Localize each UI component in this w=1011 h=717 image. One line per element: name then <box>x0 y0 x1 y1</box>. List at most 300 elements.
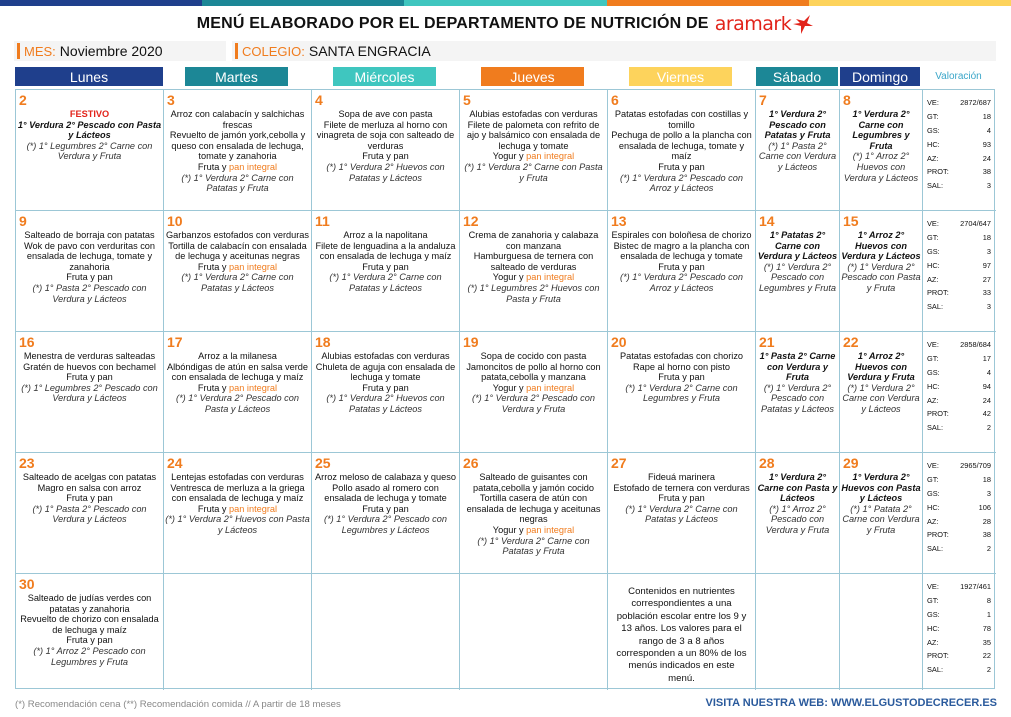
day-cell <box>460 453 608 574</box>
menu-line: Pechuga de pollo a la plancha con ensalada de lechuga, tomate y maíz <box>611 130 752 162</box>
dinner-recommendation: (*) 1° Legumbres 2° Carne con Verdura y Fruta <box>26 140 153 162</box>
nutrient-row <box>927 663 991 677</box>
dinner-recommendation: (*) 1° Pasta 2° Pescado con Verdura y Lácteos <box>32 503 147 525</box>
nutrient-value: 78 <box>982 623 991 633</box>
header <box>0 10 1011 38</box>
menu-line: Fruta y pan integral <box>197 382 278 393</box>
nutrient-note: Contenidos en nutrientes correspondientes a una población escolar entre los 9 y 13 años. Los valores para el rango de 3 a 8 años corresponden a un 80% de los menús indicados en este menú. <box>616 586 747 684</box>
day-number: 10 <box>167 213 183 229</box>
footer-note: (*) Recomendación cena (**) Recomendación comida // A partir de 18 meses <box>15 699 341 710</box>
menu-text <box>17 230 162 304</box>
nutrient-value: 22 <box>982 651 991 661</box>
menu-line: Fruta y pan <box>658 493 705 504</box>
mes-field: MES: Noviembre 2020 <box>14 41 226 61</box>
nutrient-label: VE: <box>927 582 939 592</box>
day-cell <box>16 90 164 211</box>
dinner-recommendation: (*) 1° Verdura 2° Pescado con Verdura y Fruta <box>472 393 595 414</box>
nutrient-value: 3 <box>986 246 991 256</box>
menu-line: Fruta y pan <box>362 151 409 162</box>
nutrient-row <box>927 96 991 110</box>
nutrient-value: 24 <box>982 153 991 163</box>
day-number: 25 <box>315 455 331 471</box>
nutrient-label: GS: <box>927 488 940 498</box>
dinner-recommendation: (*) 1° Verdura 2° Huevos con Pasta y Lácteos <box>165 514 310 535</box>
dinner-recommendation: (*) 1° Verdura 2° Huevos con Patatas y Lácteos <box>326 161 445 183</box>
nutrient-label: GS: <box>927 609 940 619</box>
day-cell <box>312 90 460 211</box>
day-number: 4 <box>315 92 323 108</box>
dinner-recommendation: (*) 1° Verdura 2° Carne con Pasta y Fruta <box>464 161 603 183</box>
day-cell <box>756 90 840 211</box>
menu-line: Alubias estofadas con verduras <box>469 109 598 119</box>
menu-line: Filete de palometa con refrito de ajo y balsámico con ensalada de lechuga y tomate <box>466 119 601 151</box>
menu-text <box>841 109 921 183</box>
nutrient-label: PROT: <box>927 167 949 177</box>
holiday-label: FESTIVO <box>69 109 110 119</box>
menu-line: Rape al horno con pisto <box>632 361 731 372</box>
menu-text <box>757 230 838 294</box>
menu-text <box>841 472 921 536</box>
dinner-recommendation: (*) 1° Verdura 2° Pescado con Pasta y Lácteos <box>176 393 299 414</box>
nutrient-value: 4 <box>986 125 991 135</box>
menu-text <box>165 109 310 194</box>
nutrient-label: GT: <box>927 233 939 243</box>
menu-line: 1° Verdura 2° Pescado con Patatas y Fruta <box>764 109 831 141</box>
day-number: 24 <box>167 455 183 471</box>
nutrient-value: 2858/684 <box>960 340 991 350</box>
nutrient-label: VE: <box>927 98 939 108</box>
nutrient-row <box>927 649 991 663</box>
nutrient-row <box>927 366 991 380</box>
nutrient-value: 35 <box>982 637 991 647</box>
nutrient-row <box>927 286 991 300</box>
menu-line: Lentejas estofadas con verduras <box>171 472 304 482</box>
nutrient-value: 1927/461 <box>960 582 991 592</box>
nutrient-value: 2965/709 <box>960 461 991 471</box>
nutrient-value: 27 <box>982 274 991 284</box>
menu-line: Salteado de acelgas con patatas <box>22 472 157 482</box>
day-number: 2 <box>19 92 27 108</box>
nutrient-value: 2 <box>986 665 991 675</box>
day-number: 17 <box>167 334 183 350</box>
nutrient-row <box>927 487 991 501</box>
menu-line: Revuelto de jamón york,cebolla y queso con ensalada de lechuga, tomate y zanahoria <box>169 130 306 162</box>
menu-line: Fideuá marinera <box>648 472 715 482</box>
nutrient-row <box>927 500 991 514</box>
day-number: 12 <box>463 213 479 229</box>
menu-text <box>609 230 754 294</box>
nutrient-value: 97 <box>982 260 991 270</box>
day-number: 6 <box>611 92 619 108</box>
dinner-recommendation: (*) 1° Patata 2° Carne con Verdura y Fruta <box>842 503 920 535</box>
day-number: 15 <box>843 213 859 229</box>
dinner-recommendation: (*) 1° Verdura 2° Pescado con Legumbres y Fruta <box>758 261 837 293</box>
nutrient-row <box>927 300 991 314</box>
menu-text <box>17 593 162 667</box>
nutrient-label: VE: <box>927 219 939 229</box>
nutrient-value: 42 <box>982 409 991 419</box>
menu-line: Menestra de verduras salteadas <box>23 351 156 361</box>
menu-text <box>165 230 310 294</box>
menu-line: 1° Verdura 2° Carne con Pasta y Lácteos <box>757 472 838 504</box>
menu-line: 1° Verdura 2° Carne con Legumbres y Fruta <box>852 109 910 151</box>
menu-line: Fruta y pan <box>66 272 113 283</box>
nutrient-label: SAL: <box>927 423 944 433</box>
day-header-jueves: Jueves <box>481 67 584 86</box>
nutrient-label: HC: <box>927 502 940 512</box>
menu-line: Gratén de huevos con bechamel <box>23 361 156 372</box>
menu-line: Fruta y pan <box>66 372 113 383</box>
nutrient-label: AZ: <box>927 153 939 163</box>
nutrient-row <box>927 621 991 635</box>
nutrient-label: GT: <box>927 354 939 364</box>
day-number: 16 <box>19 334 35 350</box>
dinner-recommendation: (*) 1° Verdura 2° Pescado con Patatas y Lácteos <box>760 382 835 414</box>
day-cell <box>756 211 840 332</box>
menu-line: 1° Arroz 2° Huevos con Verdura y Lácteos <box>841 230 921 262</box>
nutrient-label: GS: <box>927 367 940 377</box>
menu-text <box>461 472 606 557</box>
nutrient-label: PROT: <box>927 530 949 540</box>
nutrient-value: 2 <box>986 423 991 433</box>
nutrient-value: 8 <box>986 596 991 606</box>
day-header-sabado: Sábado <box>756 67 838 86</box>
nutrition-cell <box>923 90 996 211</box>
nutrient-value: 93 <box>982 139 991 149</box>
dinner-recommendation: (*) 1° Arroz 2° Pescado con Legumbres y Fruta <box>33 645 146 667</box>
menu-line: Fruta y pan <box>66 635 113 646</box>
day-cell <box>16 211 164 332</box>
menu-text <box>609 109 754 194</box>
menu-text <box>17 351 162 404</box>
nutrient-row <box>927 137 991 151</box>
pan-integral-label: pan integral <box>523 524 575 535</box>
nutrient-value: 33 <box>982 288 991 298</box>
day-number: 18 <box>315 334 331 350</box>
menu-line: Hamburguesa de ternera con salteado de verduras <box>473 251 594 272</box>
nutrient-label: AZ: <box>927 637 939 647</box>
nutrient-row <box>927 608 991 622</box>
nutrient-value: 3 <box>986 302 991 312</box>
day-number: 21 <box>759 334 775 350</box>
menu-calendar-grid <box>15 89 995 689</box>
menu-line: Fruta y pan <box>658 372 705 383</box>
dinner-recommendation: (*) 1° Pasta 2° Pescado con Verdura y Lácteos <box>32 282 147 304</box>
menu-line: 1° Pasta 2° Carne con Verdura y Fruta <box>759 351 836 383</box>
dinner-recommendation: (*) 1° Verdura 2° Carne con Verdura y Lácteos <box>842 382 920 414</box>
nutrient-value: 17 <box>982 354 991 364</box>
day-header-viernes: Viernes <box>629 67 732 86</box>
dinner-recommendation: (*) 1° Legumbres 2° Pescado con Verdura y Lácteos <box>21 382 158 404</box>
menu-line: Garbanzos estofados con verduras <box>166 230 309 240</box>
menu-line: Yogur y pan integral <box>492 382 575 393</box>
nutrient-label: SAL: <box>927 302 944 312</box>
menu-line: Ventresca de merluza a la griega con ensalada de lechuga y maíz <box>170 482 305 504</box>
day-number: 14 <box>759 213 775 229</box>
menu-line: Arroz a la milanesa <box>198 351 277 361</box>
menu-line: Fruta y pan <box>658 161 705 172</box>
nutrient-row <box>927 542 991 556</box>
day-cell <box>312 332 460 453</box>
nutrient-value: 18 <box>982 233 991 243</box>
menu-text <box>461 230 606 304</box>
day-number: 29 <box>843 455 859 471</box>
menu-line: Jamoncitos de pollo al horno con patata,cebolla y manzana <box>466 361 601 383</box>
day-cell <box>756 332 840 453</box>
nutrient-row <box>927 459 991 473</box>
day-cell <box>460 211 608 332</box>
menu-line: 1° Patatas 2° Carne con Verdura y Lácteos <box>757 230 838 262</box>
nutrient-label: PROT: <box>927 288 949 298</box>
nutrient-value: 38 <box>982 167 991 177</box>
pan-integral-label: pan integral <box>523 382 575 393</box>
day-cell <box>460 332 608 453</box>
nutrient-row <box>927 580 991 594</box>
pan-integral-label: pan integral <box>523 272 575 283</box>
nutrient-row <box>927 151 991 165</box>
menu-text <box>757 351 838 415</box>
day-number: 22 <box>843 334 859 350</box>
nutrient-value: 94 <box>982 381 991 391</box>
nutrient-label: PROT: <box>927 651 949 661</box>
menu-line: Sopa de ave con pasta <box>338 109 433 119</box>
menu-line: Salteado de borraja con patatas <box>24 230 155 240</box>
dinner-recommendation: (*) 1° Legumbres 2° Huevos con Pasta y Fruta <box>467 282 600 304</box>
day-header-lunes: Lunes <box>15 67 163 86</box>
nutrient-row <box>927 272 991 286</box>
day-cell <box>164 211 312 332</box>
nutrition-cell <box>923 332 996 453</box>
nutrient-label: HC: <box>927 623 940 633</box>
menu-line: Albóndigas de atún en salsa verde con ensalada de lechuga y maíz <box>167 361 308 383</box>
colegio-field: COLEGIO: SANTA ENGRACIA <box>232 41 996 61</box>
day-cell <box>840 211 923 332</box>
pan-integral-label: pan integral <box>523 151 575 162</box>
menu-text <box>17 472 162 525</box>
day-number: 5 <box>463 92 471 108</box>
menu-text <box>841 351 921 415</box>
nutrient-row <box>927 258 991 272</box>
menu-line: Fruta y pan <box>658 261 705 272</box>
nutrient-row <box>927 231 991 245</box>
day-cell <box>460 574 608 690</box>
nutrition-cell <box>923 211 996 332</box>
pan-integral-label: pan integral <box>226 503 278 514</box>
day-number: 3 <box>167 92 175 108</box>
menu-line: Tortilla de calabacín con ensalada de lechuga y aceitunas negras <box>168 240 307 262</box>
nutrition-cell <box>923 574 996 690</box>
menu-line: Pollo asado al romero con ensalada de lechuga y tomate <box>324 482 447 504</box>
dinner-recommendation: (*) 1° Pasta 2° Carne con Verdura y Lácteos <box>758 140 837 172</box>
menu-line: Yogur y pan integral <box>492 151 575 162</box>
menu-line: Espirales con boloñesa de chorizo <box>611 230 752 240</box>
nutrient-value: 2872/687 <box>960 98 991 108</box>
menu-line: Fruta y pan <box>362 503 409 514</box>
nutrient-row <box>927 338 991 352</box>
nutrient-row <box>927 407 991 421</box>
nutrient-value: 3 <box>986 488 991 498</box>
nutrient-value: 18 <box>982 475 991 485</box>
menu-line: Salteado de judías verdes con patatas y zanahoria <box>27 593 152 614</box>
nutrient-row <box>927 110 991 124</box>
menu-line: Patatas estofadas con costillas y tomillo <box>614 109 749 130</box>
dinner-recommendation: (*) 1° Arroz 2° Huevos con Verdura y Lácteos <box>843 151 919 183</box>
dinner-recommendation: (*) 1° Verdura 2° Pescado con Arroz y Lácteos <box>620 272 743 293</box>
menu-line: Yogur y pan integral <box>492 524 575 535</box>
menu-line: Crema de zanahoria y calabaza con manzana <box>468 230 599 251</box>
website-link[interactable]: VISITA NUESTRA WEB: WWW.ELGUSTODECRECER.ES <box>705 697 997 709</box>
nutrient-label: AZ: <box>927 274 939 284</box>
dinner-recommendation: (*) 1° Arroz 2° Pescado con Verdura y Fruta <box>765 503 830 535</box>
nutrient-row <box>927 379 991 393</box>
nutrient-value: 24 <box>982 395 991 405</box>
menu-text <box>609 472 754 525</box>
day-number: 27 <box>611 455 627 471</box>
day-cell <box>840 90 923 211</box>
day-header-domingo: Domingo <box>840 67 920 86</box>
day-number: 19 <box>463 334 479 350</box>
day-number: 30 <box>19 576 35 592</box>
nutrient-label: HC: <box>927 139 940 149</box>
valoracion-header: Valoración <box>935 71 982 82</box>
menu-line: Fruta y pan <box>362 382 409 393</box>
nutrient-label: GS: <box>927 246 940 256</box>
menu-line: Filete de merluza al horno con vinagreta de soja con salteado de verduras <box>316 119 455 151</box>
menu-line: Salteado de guisantes con patata,cebolla y jamón cocido <box>472 472 595 493</box>
dinner-recommendation: (*) 1° Verdura 2° Carne con Patatas y Fruta <box>477 535 590 557</box>
day-number: 20 <box>611 334 627 350</box>
menu-line: Bistec de magro a la plancha con ensalada de lechuga y tomate <box>613 240 750 262</box>
dinner-recommendation: (*) 1° Verdura 2° Carne con Legumbres y Fruta <box>625 382 738 404</box>
nutrient-label: GT: <box>927 596 939 606</box>
nutrient-label: HC: <box>927 381 940 391</box>
day-number: 8 <box>843 92 851 108</box>
day-cell <box>608 332 756 453</box>
menu-line: Arroz con calabacín y salchichas frescas <box>170 109 305 130</box>
menu-line: Tortilla casera de atún con ensalada de lechuga y aceitunas negras <box>466 493 601 525</box>
nutrient-row <box>927 217 991 231</box>
day-cell <box>312 574 460 690</box>
nutrient-value: 38 <box>982 530 991 540</box>
menu-text <box>461 109 606 183</box>
day-cell <box>608 453 756 574</box>
menu-line: Fruta y pan <box>362 261 409 272</box>
menu-line: Fruta y pan integral <box>197 503 278 514</box>
nutrient-label: PROT: <box>927 409 949 419</box>
menu-line: Estofado de ternera con verduras <box>613 482 750 493</box>
dinner-recommendation: (*) 1° Verdura 2° Pescado con Pasta y Fruta <box>841 261 921 293</box>
menu-text <box>757 472 838 536</box>
menu-text <box>841 230 921 294</box>
day-number: 13 <box>611 213 627 229</box>
nutrient-value: 1 <box>986 609 991 619</box>
day-cell <box>840 574 923 690</box>
day-number: 23 <box>19 455 35 471</box>
nutrient-label: SAL: <box>927 665 944 675</box>
menu-line: Wok de pavo con verduritas con ensalada de lechuga, tomate y zanahoria <box>23 240 156 272</box>
nutrient-row <box>927 393 991 407</box>
menu-line: Arroz a la napolitana <box>343 230 428 240</box>
aramark-logo: aramark <box>715 13 815 35</box>
nutrient-row <box>927 352 991 366</box>
menu-line: Yogur y pan integral <box>492 272 575 283</box>
pan-integral-label: pan integral <box>226 161 278 172</box>
menu-line: Filete de lenguadina a la andaluza con ensalada de lechuga y maíz <box>315 240 456 262</box>
day-cell <box>164 90 312 211</box>
nutrient-row <box>927 635 991 649</box>
day-cell <box>164 574 312 690</box>
nutrient-label: VE: <box>927 461 939 471</box>
day-cell <box>312 211 460 332</box>
day-cell <box>312 453 460 574</box>
nutrient-label: GT: <box>927 112 939 122</box>
menu-text <box>313 109 458 183</box>
menu-text <box>165 351 310 415</box>
dinner-recommendation: (*) 1° Verdura 2° Carne con Patatas y Lácteos <box>181 272 294 293</box>
menu-line: 1° Arroz 2° Huevos con Verdura y Fruta <box>847 351 915 383</box>
day-header-miercoles: Miércoles <box>333 67 436 86</box>
nutrient-row <box>927 124 991 138</box>
dinner-recommendation: (*) 1° Verdura 2° Carne con Patatas y Fruta <box>181 172 294 194</box>
day-cell <box>164 332 312 453</box>
menu-line: Alubias estofadas con verduras <box>321 351 450 361</box>
day-number: 28 <box>759 455 775 471</box>
menu-text <box>757 109 838 173</box>
nutrient-row <box>927 421 991 435</box>
day-cell <box>164 453 312 574</box>
nutrient-value: 18 <box>982 112 991 122</box>
nutrient-row <box>927 473 991 487</box>
nutrient-label: AZ: <box>927 516 939 526</box>
day-number: 9 <box>19 213 27 229</box>
menu-line: Magro en salsa con arroz <box>37 482 142 493</box>
dinner-recommendation: (*) 1° Verdura 2° Carne con Patatas y Lácteos <box>625 503 738 525</box>
top-color-bar <box>0 0 1011 6</box>
day-header-martes: Martes <box>185 67 288 86</box>
day-cell <box>16 332 164 453</box>
day-cell <box>840 453 923 574</box>
menu-line: 1° Verdura 2° Huevos con Pasta y Lácteos <box>841 472 921 504</box>
nutrient-label: VE: <box>927 340 939 350</box>
day-cell <box>16 453 164 574</box>
menu-text <box>313 351 458 415</box>
menu-text <box>609 351 754 404</box>
menu-text <box>17 109 162 162</box>
menu-line: Revuelto de chorizo con ensalada de lechuga y maíz <box>20 614 159 635</box>
nutrient-label: HC: <box>927 260 940 270</box>
dinner-recommendation: (*) 1° Verdura 2° Pescado con Arroz y Lácteos <box>620 172 743 194</box>
nutrient-label: AZ: <box>927 395 939 405</box>
day-cell <box>460 90 608 211</box>
nutrient-value: 106 <box>978 502 991 512</box>
nutrient-value: 4 <box>986 367 991 377</box>
menu-line: 1° Verdura 2° Pescado con Pasta y Lácteos <box>17 119 162 141</box>
day-cell <box>756 574 840 690</box>
day-number: 7 <box>759 92 767 108</box>
nutrient-row <box>927 514 991 528</box>
day-cell <box>608 90 756 211</box>
nutrient-row <box>927 245 991 259</box>
nutrient-value: 2 <box>986 544 991 554</box>
nutrient-value: 2704/647 <box>960 219 991 229</box>
dinner-recommendation: (*) 1° Verdura 2° Pescado con Legumbres y Lácteos <box>324 514 447 535</box>
day-number: 11 <box>315 213 330 229</box>
nutrient-row <box>927 165 991 179</box>
nutrient-row <box>927 528 991 542</box>
menu-line: Fruta y pan integral <box>197 261 278 272</box>
nutrient-label: SAL: <box>927 544 944 554</box>
pan-integral-label: pan integral <box>226 382 278 393</box>
